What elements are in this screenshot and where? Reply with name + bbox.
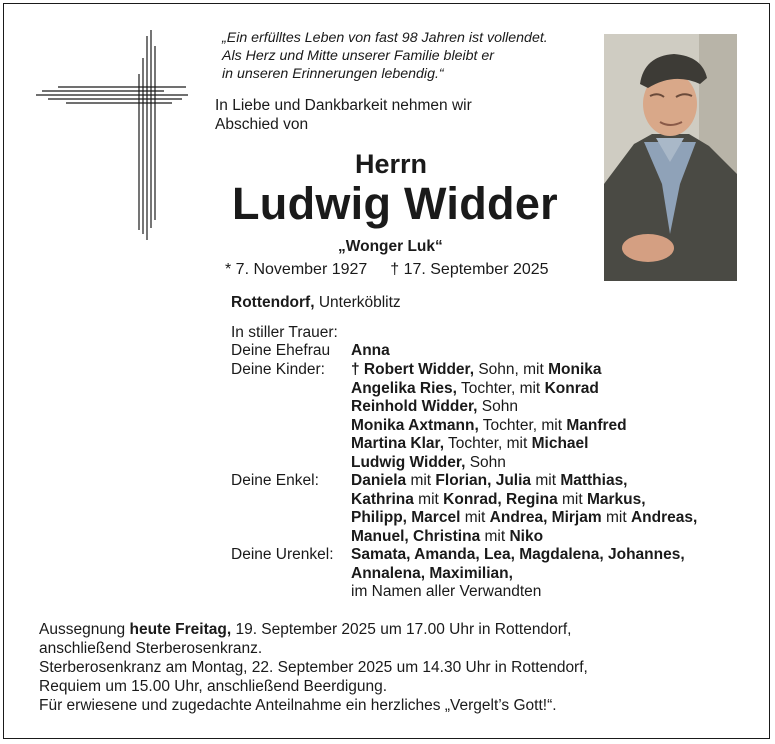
cross-icon: [36, 30, 190, 242]
grandchild-entry-segment: Philipp, Marcel: [351, 509, 461, 527]
portrait-illustration: [604, 34, 737, 281]
greatgrandchild-entry: [351, 546, 685, 565]
residence-bold: Rottendorf,: [231, 294, 315, 311]
grandchild-entry-segment: Niko: [509, 527, 544, 545]
service-announcement: [39, 620, 588, 715]
spouse-label: Deine Ehefrau: [231, 342, 331, 359]
grandchild-entry-segment: mit: [557, 490, 587, 508]
announcement-line: [39, 696, 588, 715]
grandchild-entry-segment: Konrad, Regina: [443, 490, 558, 508]
child-entry-segment: Monika Axtmann,: [351, 416, 479, 434]
child-entry-segment: Ludwig Widder,: [351, 453, 466, 471]
death-date: † 17. September 2025: [390, 261, 549, 278]
quote-block: [222, 29, 548, 83]
grandchild-entry-segment: Daniela: [351, 472, 407, 489]
quote-line: in unseren Erinnerungen lebendig.“: [222, 66, 444, 82]
greatgrandchild-entry-segment: im Namen aller Verwandten: [351, 583, 542, 601]
child-entry-segment: Angelika Ries,: [351, 379, 457, 397]
child-entry-segment: Sohn: [477, 398, 518, 416]
child-entry-segment: Tochter, mit: [478, 416, 567, 434]
grandchild-entry-segment: mit: [480, 527, 510, 545]
grandchildren-list: [351, 472, 697, 546]
child-entry-segment: Tochter, mit: [444, 435, 532, 453]
grandchild-entry-segment: mit: [460, 509, 490, 527]
grandchild-entry: [351, 491, 697, 510]
birth-date: * 7. November 1927: [225, 261, 368, 278]
life-dates: [225, 261, 549, 279]
quote-line: Als Herz und Mitte unserer Familie bleibt er: [222, 48, 495, 64]
child-entry-segment: † Robert Widder,: [351, 361, 475, 378]
child-entry-segment: Michael: [531, 435, 589, 453]
portrait-photo: [604, 34, 737, 281]
grandchild-entry-segment: mit: [531, 472, 561, 489]
intro-line: In Liebe und Dankbarkeit nehmen wir: [215, 97, 472, 114]
announcement-line-segment: heute Freitag,: [129, 621, 232, 638]
grandchild-entry-segment: Kathrina: [351, 490, 414, 508]
child-entry-segment: Reinhold Widder,: [351, 398, 478, 416]
grandchild-entry-segment: Florian, Julia: [435, 472, 532, 489]
grandchild-entry-segment: Manuel, Christina: [351, 527, 481, 545]
nickname: „Wonger Luk“: [338, 238, 443, 255]
announcement-line-segment: Sterberosenkranz am Montag, 22. September 2025 um 14.30 Uhr in Rottendorf,: [39, 659, 588, 676]
greatgrandchild-entry-segment: Annalena, Maximilian,: [351, 564, 513, 582]
child-entry: [351, 435, 627, 454]
grandchildren-label: Deine Enkel:: [231, 472, 319, 489]
children-list: [351, 361, 627, 473]
intro-text: [215, 96, 472, 134]
greatgrandchild-entry: [351, 565, 685, 584]
child-entry-segment: Sohn: [465, 453, 506, 471]
announcement-line: [39, 620, 588, 639]
announcement-line-segment: 19. September 2025 um 17.00 Uhr in Rottendorf,: [231, 621, 572, 638]
child-entry: [351, 361, 627, 380]
greatgrandchild-entry-segment: Samata, Amanda, Lea, Magdalena, Johannes,: [351, 546, 685, 563]
grandchild-entry-segment: Andreas,: [630, 509, 698, 527]
grandchild-entry-segment: Markus,: [586, 490, 646, 508]
quote-line: „Ein erfülltes Leben von fast 98 Jahren ist vollendet.: [222, 30, 548, 46]
child-entry-segment: Monika: [548, 361, 602, 378]
salutation: Herrn: [355, 149, 428, 179]
intro-line: Abschied von: [215, 116, 309, 133]
child-entry-segment: Manfred: [566, 416, 627, 434]
child-entry: [351, 380, 627, 399]
child-entry-segment: Martina Klar,: [351, 435, 445, 453]
greatgrandchild-entry: [351, 583, 685, 602]
announcement-line: [39, 658, 588, 677]
grandchild-entry: [351, 528, 697, 547]
child-entry: [351, 398, 627, 417]
announcement-line: [39, 677, 588, 696]
child-entry-segment: Konrad: [544, 379, 599, 397]
spouse-name: Anna: [351, 342, 390, 359]
greatgrandchildren-list: [351, 546, 685, 602]
announcement-line-segment: Aussegnung: [39, 621, 130, 638]
grandchild-entry-segment: Matthias,: [560, 472, 628, 489]
grandchild-entry-segment: mit: [601, 509, 631, 527]
announcement-line-segment: Requiem um 15.00 Uhr, anschließend Beerdigung.: [39, 678, 388, 695]
residence: [231, 294, 401, 312]
announcement-line-segment: anschließend Sterberosenkranz.: [39, 640, 263, 657]
child-entry: [351, 417, 627, 436]
children-label: Deine Kinder:: [231, 361, 325, 378]
child-entry-segment: Tochter, mit: [456, 379, 545, 397]
grandchild-entry: [351, 509, 697, 528]
grandchild-entry-segment: Andrea, Mirjam: [489, 509, 602, 527]
child-entry: [351, 454, 627, 473]
announcement-line-segment: Für erwiesene und zugedachte Anteilnahme ein herzliches „Vergelt’s Gott!“.: [39, 697, 557, 714]
greatgrandchildren-label: Deine Urenkel:: [231, 546, 334, 563]
mourning-intro: In stiller Trauer:: [231, 324, 338, 341]
deceased-name: Ludwig Widder: [232, 178, 558, 229]
grandchild-entry-segment: mit: [413, 490, 444, 508]
child-entry-segment: Sohn, mit: [474, 361, 549, 378]
announcement-line: [39, 639, 588, 658]
grandchild-entry-segment: mit: [406, 472, 436, 489]
residence-rest: Unterköblitz: [314, 294, 401, 311]
grandchild-entry: [351, 472, 697, 491]
